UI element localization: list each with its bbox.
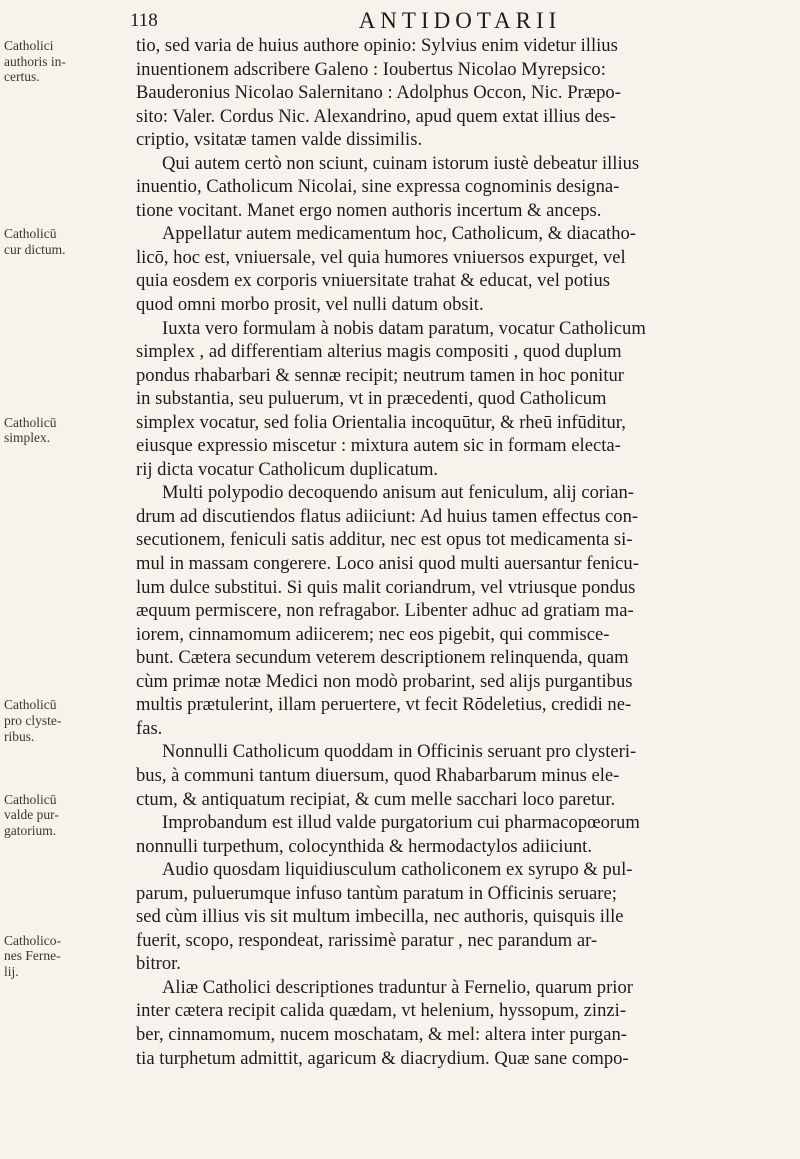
text-line: Iuxta vero formulam à nobis datam paratum, vocatur Catholicum: [162, 317, 646, 339]
text-line: drum ad discutiendos flatus adiiciunt: Ad huius tamen effectus con-: [136, 505, 639, 527]
text-line: sed cùm illius vis sit multum imbecilla, nec authoris, quisquis ille: [136, 906, 624, 928]
text-line: Multi polypodio decoquendo anisum aut feniculum, alij corian-: [162, 482, 634, 504]
margin-note-line: Catholicū: [4, 414, 57, 430]
margin-note-line: pro clyste-: [4, 712, 62, 728]
text-line: Appellatur autem medicamentum hoc, Catholicum, & diacatho-: [162, 223, 636, 245]
text-line: Nonnulli Catholicum quoddam in Officinis seruant pro clysteri-: [162, 741, 637, 763]
margin-note: [4, 792, 100, 839]
text-line: quod omni morbo prosit, vel nulli datum obsit.: [136, 294, 484, 316]
text-line: secutionem, feniculi satis additur, nec est opus tot medicamenta si-: [136, 529, 633, 551]
text-line: multis prætulerint, illam peruertere, vt fecit Rōdeletius, credidi ne-: [136, 694, 632, 716]
text-line: inuentio, Catholicum Nicolai, sine expressa cognominis designa-: [136, 176, 620, 198]
running-title: ANTIDOTARII: [358, 8, 562, 33]
text-line: tia turphetum admittit, agaricum & diacrydium. Quæ sane compo-: [136, 1047, 629, 1069]
text-line: eiusque expressio miscetur : mixtura autem sic in formam electa-: [136, 435, 621, 457]
margin-note-line: Catholicū: [4, 226, 57, 242]
text-line: criptio, vsitatæ tamen valde dissimilis.: [136, 129, 423, 151]
margin-note-line: lij.: [4, 964, 19, 980]
text-line: iorem, cinnamomum adiicerem; nec eos pigebit, qui commisce-: [136, 623, 610, 645]
text-line: sito: Valer. Cordus Nic. Alexandrino, apud quem extat illius des-: [136, 105, 616, 127]
text-line: simplex , ad differentiam alterius magis compositi , quod duplum: [136, 341, 622, 363]
page-number: 118: [130, 10, 158, 31]
margin-note-line: Catholico-: [4, 932, 61, 948]
text-line: bitror.: [136, 953, 181, 975]
margin-note-line: certus.: [4, 69, 40, 85]
text-line: ber, cinnamomum, nucem moschatam, & mel: altera inter purgan-: [136, 1023, 627, 1045]
text-line: mul in massam congerere. Loco anisi quod multi auersantur fenicu-: [136, 553, 639, 575]
text-line: simplex vocatur, sed folia Orientalia incoquūtur, & rheū infūditur,: [136, 411, 626, 433]
text-line: Audio quosdam liquidiusculum catholiconem ex syrupo & pul-: [162, 859, 633, 881]
text-line: nonnulli turpethum, colocynthida & hermodactylos adiiciunt.: [136, 835, 592, 857]
text-line: lum dulce substitui. Si quis malit coriandrum, vel vtriusque pondus: [136, 576, 636, 598]
margin-note-line: authoris in-: [4, 53, 66, 69]
page-header: [130, 8, 790, 36]
text-line: rij dicta vocatur Catholicum duplicatum.: [136, 458, 439, 480]
text-line: quia eosdem ex corporis vniuersitate trahat & educat, vel potius: [136, 270, 610, 292]
margin-note: [4, 933, 100, 980]
body-text: [136, 34, 786, 1070]
margin-note: [4, 226, 100, 257]
margin-note-line: nes Ferne-: [4, 948, 61, 964]
text-line: Bauderonius Nicolao Salernitano : Adolphus Occon, Nic. Præpo-: [136, 82, 621, 104]
text-line: æquum permiscere, non refragabor. Libenter adhuc ad gratiam ma-: [136, 600, 634, 622]
text-line: fas.: [136, 717, 163, 739]
margin-note-line: cur dictum.: [4, 241, 66, 257]
text-line: inuentionem adscribere Galeno : Ioubertus Nicolao Myrepsico:: [136, 58, 606, 80]
margin-note: [4, 697, 100, 744]
margin-note: [4, 38, 100, 85]
margin-note: [4, 415, 100, 446]
text-line: bunt. Cætera secundum veterem descriptionem relinquenda, quam: [136, 647, 629, 669]
margin-note-line: ribus.: [4, 728, 35, 744]
text-line: cùm primæ notæ Medici non modò probarint, sed alijs purgantibus: [136, 670, 633, 692]
text-line: bus, à communi tantum diuersum, quod Rhabarbarum minus ele-: [136, 764, 620, 786]
text-line: tione vocitant. Manet ergo nomen authoris incertum & anceps.: [136, 199, 602, 221]
text-line: ctum, & antiquatum recipiat, & cum melle sacchari loco paretur.: [136, 788, 616, 810]
text-line: tio, sed varia de huius authore opinio: Sylvius enim videtur illius: [136, 35, 618, 56]
margin-note-line: Catholici: [4, 38, 54, 53]
text-line: in substantia, seu puluerum, vt in præcedenti, quod Catholicum: [136, 388, 607, 410]
text-line: inter cætera recipit calida quædam, vt helenium, hyssopum, zinzi-: [136, 1000, 627, 1022]
margin-note-line: Catholicū: [4, 697, 57, 713]
margin-note-line: gatorium.: [4, 822, 57, 838]
text-line: parum, puluerumque infuso tantùm paratum in Officinis seruare;: [136, 882, 617, 904]
text-line: fuerit, scopo, respondeat, rarissimè paratur , nec parandum ar-: [136, 929, 598, 951]
margin-note-line: valde pur-: [4, 807, 59, 823]
text-line: Qui autem certò non sciunt, cuinam istorum iustè debeatur illius: [162, 152, 640, 174]
text-line: Improbandum est illud valde purgatorium cui pharmacopœorum: [162, 812, 640, 834]
margin-note-line: Catholicū: [4, 791, 57, 807]
text-line: licō, hoc est, vniuersale, vel quia humores vniuersos expurget, vel: [136, 246, 626, 268]
margin-note-line: simplex.: [4, 430, 51, 446]
text-line: pondus rhabarbari & sennæ recipit; neutrum tamen in hoc ponitur: [136, 364, 624, 386]
text-line: Aliæ Catholici descriptiones traduntur à Fernelio, quarum prior: [162, 976, 633, 998]
